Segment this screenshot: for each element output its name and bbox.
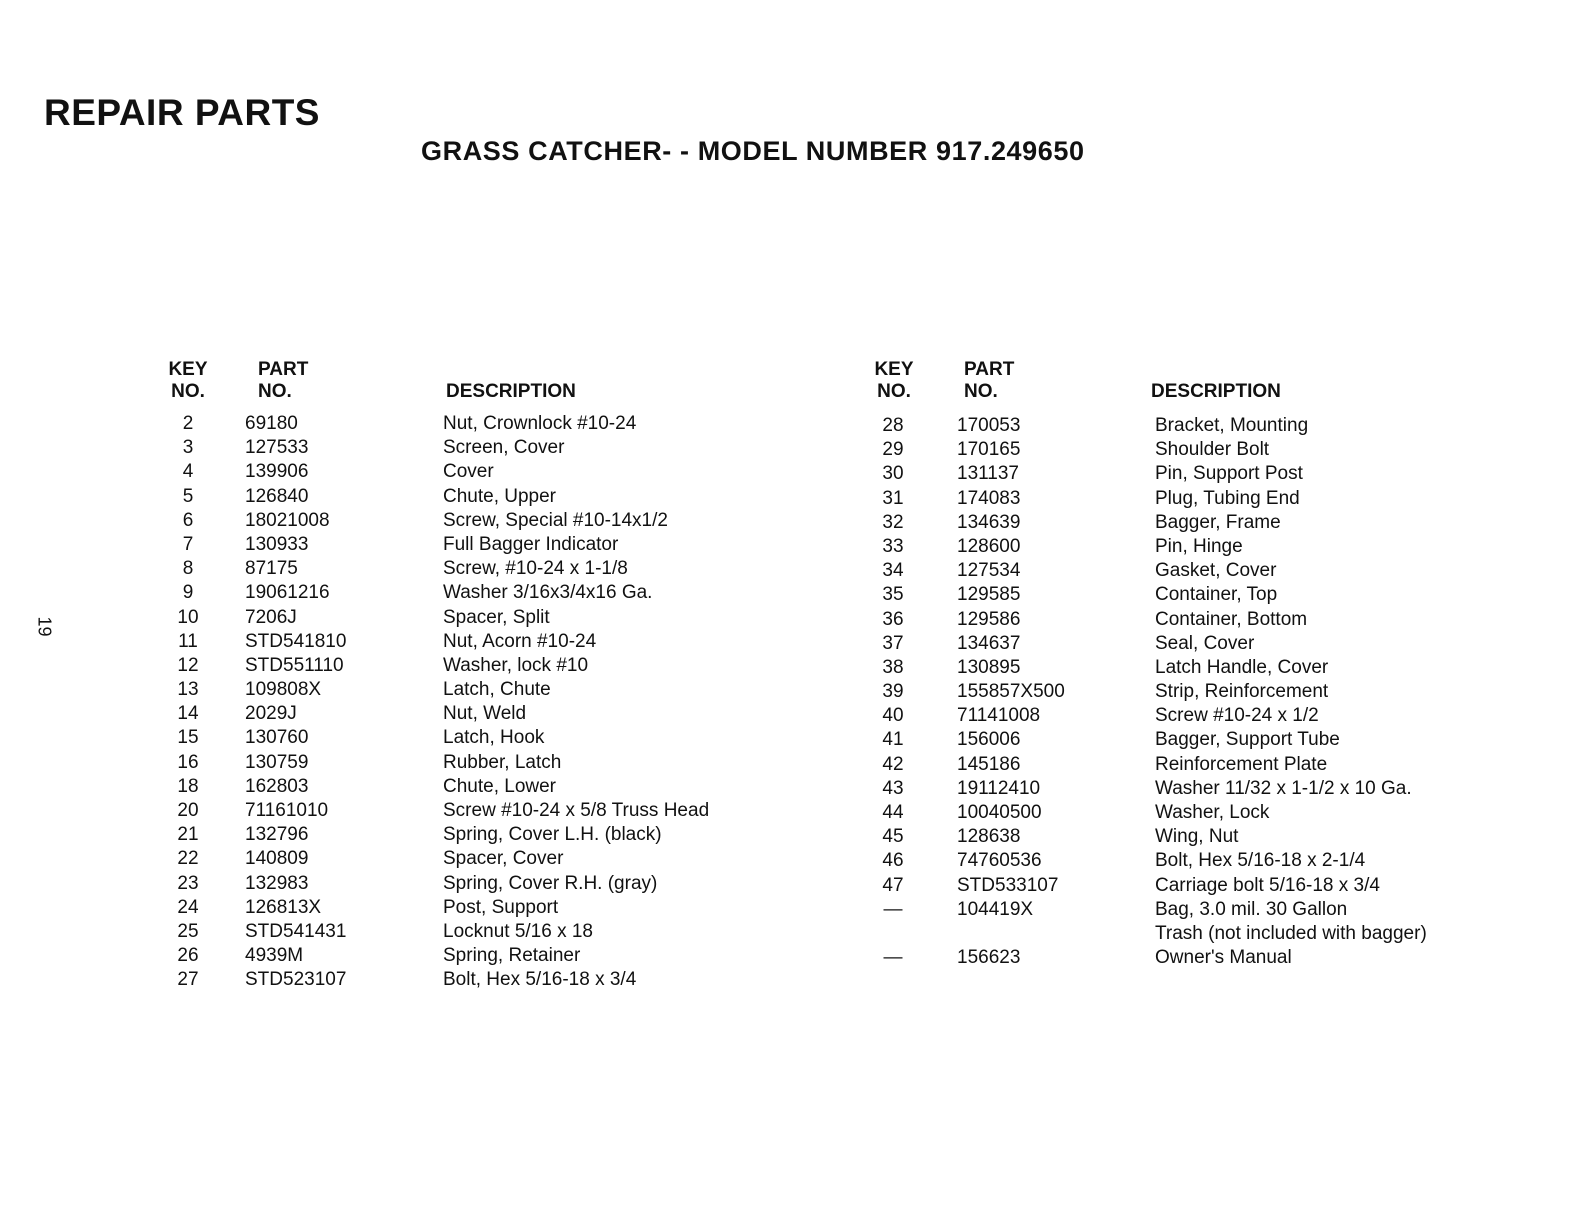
part-number: 7206J bbox=[245, 606, 297, 628]
part-description: Full Bagger Indicator bbox=[443, 533, 619, 555]
parts-row bbox=[873, 849, 1553, 873]
part-number: 134639 bbox=[957, 511, 1021, 533]
part-description: Washer, Lock bbox=[1155, 802, 1270, 823]
part-description: Bolt, Hex 5/16-18 x 2-1/4 bbox=[1155, 850, 1366, 872]
part-number: 130895 bbox=[957, 656, 1021, 678]
page-number: 19 bbox=[34, 616, 55, 637]
left-description-header: DESCRIPTION bbox=[446, 381, 576, 402]
parts-row bbox=[873, 898, 1553, 922]
part-description: Nut, Weld bbox=[443, 703, 527, 725]
part-description: Screw #10-24 x 5/8 Truss Head bbox=[443, 800, 710, 821]
key-number: 6 bbox=[182, 509, 194, 531]
part-number: 18021008 bbox=[245, 509, 330, 531]
parts-row bbox=[168, 485, 808, 509]
part-number: 129586 bbox=[957, 608, 1021, 630]
key-number: 39 bbox=[882, 681, 904, 703]
part-number: 132983 bbox=[245, 872, 309, 894]
parts-row bbox=[168, 412, 808, 436]
parts-row bbox=[873, 414, 1553, 438]
part-number: 130759 bbox=[245, 751, 309, 773]
part-number: 156623 bbox=[957, 947, 1021, 969]
part-number: 2029J bbox=[245, 703, 297, 725]
part-number: STD551110 bbox=[245, 654, 344, 676]
key-number: 27 bbox=[177, 969, 199, 991]
left-parts-table bbox=[168, 412, 808, 993]
part-description: Spacer, Split bbox=[443, 606, 550, 628]
right-key-header-line1: KEY bbox=[874, 359, 914, 380]
key-number: 2 bbox=[182, 413, 194, 434]
key-number: 24 bbox=[177, 896, 199, 918]
parts-row bbox=[873, 753, 1553, 777]
model-subtitle: GRASS CATCHER- - MODEL NUMBER 917.249650 bbox=[421, 136, 1085, 166]
parts-row bbox=[873, 825, 1553, 849]
part-number: 126813X bbox=[245, 896, 322, 918]
key-number: 42 bbox=[882, 753, 904, 775]
part-description: Container, Bottom bbox=[1155, 608, 1308, 630]
parts-row bbox=[168, 654, 808, 678]
part-number: 155857X500 bbox=[957, 681, 1065, 703]
part-description: Post, Support bbox=[443, 896, 559, 918]
key-number: 41 bbox=[882, 729, 904, 751]
key-number: 3 bbox=[182, 437, 194, 459]
part-description: Nut, Acorn #10-24 bbox=[443, 630, 597, 652]
part-number: 104419X bbox=[957, 898, 1034, 920]
part-number: 71161010 bbox=[245, 800, 329, 821]
parts-row bbox=[873, 874, 1553, 898]
key-number: 34 bbox=[882, 560, 904, 582]
part-description: Container, Top bbox=[1155, 584, 1278, 606]
key-number: 7 bbox=[182, 533, 194, 555]
part-description: Pin, Hinge bbox=[1155, 535, 1243, 557]
part-description: Strip, Reinforcement bbox=[1155, 681, 1329, 703]
parts-row bbox=[168, 581, 808, 605]
right-key-header bbox=[874, 359, 914, 403]
parts-row bbox=[873, 704, 1553, 728]
part-description: Bagger, Frame bbox=[1155, 511, 1281, 533]
part-description: Plug, Tubing End bbox=[1155, 487, 1300, 509]
part-description: Bagger, Support Tube bbox=[1155, 729, 1340, 751]
part-number: STD533107 bbox=[957, 874, 1059, 896]
parts-row bbox=[873, 632, 1553, 656]
parts-row bbox=[873, 777, 1553, 801]
key-number: 35 bbox=[882, 584, 904, 606]
right-key-header-line2: NO. bbox=[877, 381, 911, 402]
part-description: Pin, Support Post bbox=[1155, 463, 1303, 485]
parts-row bbox=[168, 823, 808, 847]
parts-row bbox=[168, 557, 808, 581]
right-part-header-line1: PART bbox=[964, 359, 1015, 380]
key-number: 25 bbox=[177, 920, 199, 942]
parts-row bbox=[168, 606, 808, 630]
left-part-header-line2: NO. bbox=[258, 381, 292, 402]
part-description: Seal, Cover bbox=[1155, 632, 1255, 654]
key-number: 20 bbox=[177, 800, 199, 821]
part-description: Rubber, Latch bbox=[443, 751, 562, 773]
key-number: 26 bbox=[177, 945, 199, 967]
part-number: 131137 bbox=[957, 463, 1019, 485]
key-number: 38 bbox=[882, 656, 904, 678]
parts-row bbox=[873, 922, 1553, 946]
part-description: Locknut 5/16 x 18 bbox=[443, 920, 593, 942]
key-number: 5 bbox=[182, 485, 194, 507]
part-number: 19112410 bbox=[957, 777, 1041, 799]
part-number: 130760 bbox=[245, 727, 309, 749]
key-number: 31 bbox=[882, 487, 904, 509]
key-number: 22 bbox=[177, 848, 199, 870]
right-part-header bbox=[964, 359, 1014, 403]
parts-row bbox=[873, 583, 1553, 607]
parts-row bbox=[168, 460, 808, 484]
part-number: 4939M bbox=[245, 945, 304, 967]
parts-row bbox=[873, 801, 1553, 825]
part-description: Latch, Hook bbox=[443, 727, 545, 749]
part-description: Spring, Cover R.H. (gray) bbox=[443, 872, 658, 894]
parts-row bbox=[168, 533, 808, 557]
key-number: 28 bbox=[882, 415, 904, 436]
left-part-header-line1: PART bbox=[258, 359, 309, 380]
key-number: 8 bbox=[182, 558, 194, 580]
left-key-header bbox=[168, 359, 208, 403]
part-description: Spacer, Cover bbox=[443, 848, 564, 870]
part-number: 174083 bbox=[957, 487, 1021, 509]
parts-row bbox=[873, 511, 1553, 535]
parts-row bbox=[873, 559, 1553, 583]
part-description: Washer 3/16x3/4x16 Ga. bbox=[443, 582, 653, 604]
part-description: Carriage bolt 5/16-18 x 3/4 bbox=[1155, 874, 1380, 896]
key-number: 30 bbox=[882, 463, 904, 485]
parts-row bbox=[168, 920, 808, 944]
part-number: 170165 bbox=[957, 439, 1021, 461]
part-number: 134637 bbox=[957, 632, 1021, 654]
part-description: Screw, Special #10-14x1/2 bbox=[443, 509, 668, 531]
page-title: REPAIR PARTS bbox=[44, 92, 320, 133]
part-description: Screw #10-24 x 1/2 bbox=[1155, 705, 1319, 727]
parts-row bbox=[168, 799, 808, 823]
part-number: 140809 bbox=[245, 848, 309, 870]
parts-row bbox=[873, 438, 1553, 462]
key-number: 40 bbox=[882, 705, 904, 727]
part-number: 145186 bbox=[957, 753, 1021, 775]
part-number: STD541810 bbox=[245, 630, 347, 652]
left-key-header-line2: NO. bbox=[171, 381, 205, 402]
key-number: — bbox=[883, 898, 903, 920]
key-number: 23 bbox=[177, 872, 199, 894]
parts-row bbox=[873, 656, 1553, 680]
part-description: Latch, Chute bbox=[443, 679, 551, 701]
key-number: 45 bbox=[882, 826, 904, 848]
part-description: Spring, Retainer bbox=[443, 945, 581, 967]
key-number: 36 bbox=[882, 608, 904, 630]
key-number: — bbox=[883, 947, 903, 969]
key-number: 10 bbox=[177, 606, 199, 628]
part-number: 69180 bbox=[245, 413, 298, 434]
right-part-header-line2: NO. bbox=[964, 381, 998, 402]
key-number: 18 bbox=[177, 775, 199, 797]
part-number: 139906 bbox=[245, 461, 309, 483]
part-number: 87175 bbox=[245, 558, 298, 580]
parts-row bbox=[168, 509, 808, 533]
key-number: 11 bbox=[178, 630, 198, 652]
part-number: 162803 bbox=[245, 775, 309, 797]
key-number: 43 bbox=[882, 777, 904, 799]
part-number: 170053 bbox=[957, 415, 1021, 436]
key-number: 33 bbox=[882, 535, 904, 557]
left-key-header-line1: KEY bbox=[168, 359, 208, 380]
parts-row bbox=[168, 775, 808, 799]
key-number: 21 bbox=[177, 824, 199, 846]
part-number: 128638 bbox=[957, 826, 1021, 848]
parts-row bbox=[873, 462, 1553, 486]
left-part-header bbox=[258, 359, 308, 403]
parts-row bbox=[168, 726, 808, 750]
parts-row bbox=[168, 968, 808, 992]
part-number: 10040500 bbox=[957, 802, 1042, 823]
parts-row bbox=[168, 630, 808, 654]
part-number: 126840 bbox=[245, 485, 309, 507]
part-number: STD523107 bbox=[245, 969, 347, 991]
key-number: 14 bbox=[177, 703, 199, 725]
part-description: Reinforcement Plate bbox=[1155, 753, 1328, 775]
part-number: 130933 bbox=[245, 533, 309, 555]
key-number: 47 bbox=[882, 874, 904, 896]
parts-row bbox=[873, 535, 1553, 559]
right-parts-table bbox=[873, 414, 1553, 970]
part-description: Washer, lock #10 bbox=[443, 654, 589, 676]
key-number: 37 bbox=[882, 632, 904, 654]
parts-row bbox=[168, 847, 808, 871]
parts-row bbox=[873, 608, 1553, 632]
part-number: 109808X bbox=[245, 679, 322, 701]
part-number: 128600 bbox=[957, 535, 1021, 557]
parts-row bbox=[168, 944, 808, 968]
part-number: STD541431 bbox=[245, 920, 347, 942]
part-number: 127534 bbox=[957, 560, 1021, 582]
part-description: Bolt, Hex 5/16-18 x 3/4 bbox=[443, 969, 637, 991]
part-description: Latch Handle, Cover bbox=[1155, 656, 1329, 678]
part-number: 19061216 bbox=[245, 582, 330, 604]
part-number: 156006 bbox=[957, 729, 1021, 751]
parts-row bbox=[168, 751, 808, 775]
part-description: Screw, #10-24 x 1-1/8 bbox=[443, 558, 628, 580]
part-description: Bracket, Mounting bbox=[1155, 415, 1309, 436]
part-description: Gasket, Cover bbox=[1155, 560, 1277, 582]
part-number: 71141008 bbox=[957, 705, 1041, 727]
part-description: Chute, Upper bbox=[443, 485, 557, 507]
parts-row bbox=[168, 702, 808, 726]
parts-row bbox=[873, 728, 1553, 752]
part-number: 127533 bbox=[245, 437, 309, 459]
parts-row bbox=[168, 436, 808, 460]
key-number: 12 bbox=[177, 654, 199, 676]
part-description: Spring, Cover L.H. (black) bbox=[443, 824, 662, 846]
part-number: 132796 bbox=[245, 824, 309, 846]
parts-row bbox=[168, 896, 808, 920]
part-description: Wing, Nut bbox=[1155, 826, 1239, 848]
key-number: 44 bbox=[882, 802, 904, 823]
part-description: Owner's Manual bbox=[1155, 947, 1292, 969]
key-number: 16 bbox=[177, 751, 199, 773]
part-description: Cover bbox=[443, 461, 494, 483]
part-description: Bag, 3.0 mil. 30 Gallon bbox=[1155, 898, 1348, 920]
key-number: 9 bbox=[182, 582, 194, 604]
part-number: 129585 bbox=[957, 584, 1021, 606]
right-description-header: DESCRIPTION bbox=[1151, 381, 1281, 402]
parts-row bbox=[168, 872, 808, 896]
part-description: Shoulder Bolt bbox=[1155, 439, 1270, 461]
part-description: Trash (not included with bagger) bbox=[1155, 922, 1427, 944]
parts-row bbox=[873, 487, 1553, 511]
part-description: Screen, Cover bbox=[443, 437, 565, 459]
part-description: Washer 11/32 x 1-1/2 x 10 Ga. bbox=[1155, 777, 1412, 799]
key-number: 46 bbox=[882, 850, 904, 872]
part-description: Nut, Crownlock #10-24 bbox=[443, 413, 637, 434]
part-description: Chute, Lower bbox=[443, 775, 557, 797]
parts-row bbox=[168, 678, 808, 702]
key-number: 15 bbox=[177, 727, 199, 749]
parts-row bbox=[873, 946, 1553, 970]
key-number: 32 bbox=[882, 511, 904, 533]
key-number: 29 bbox=[882, 439, 904, 461]
key-number: 4 bbox=[182, 461, 194, 483]
parts-row bbox=[873, 680, 1553, 704]
key-number: 13 bbox=[177, 679, 199, 701]
part-number: 74760536 bbox=[957, 850, 1042, 872]
